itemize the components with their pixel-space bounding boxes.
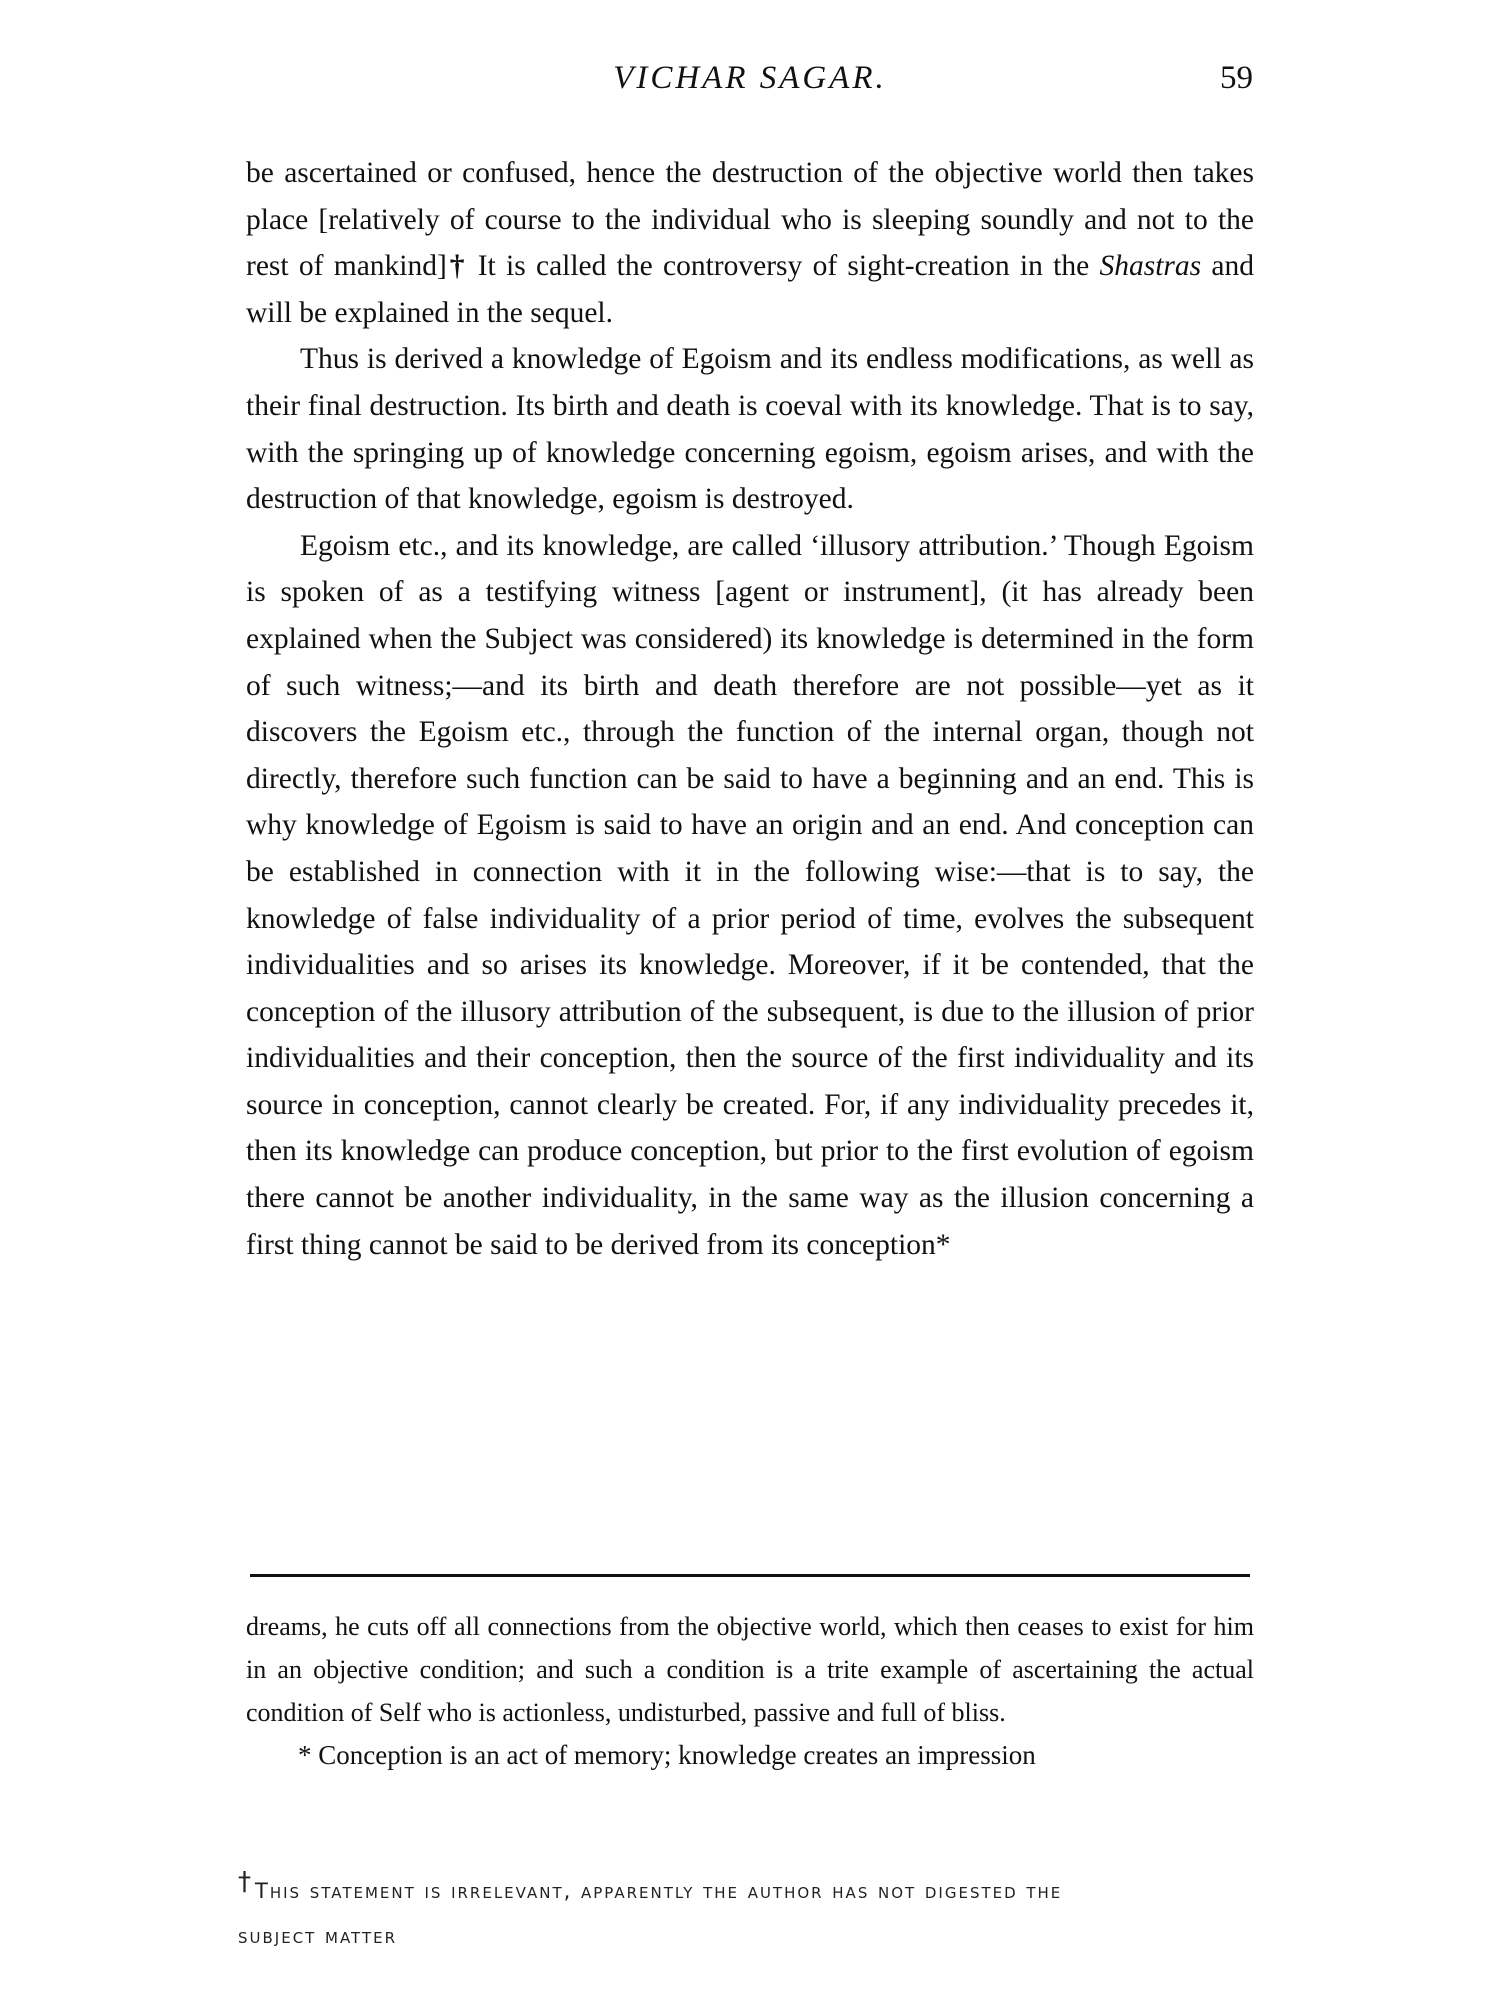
footnote-mark: † bbox=[446, 250, 468, 283]
handwritten-line-1 bbox=[238, 1860, 1258, 1914]
paragraph-2: Thus is derived a knowledge of Egoism and its endless modifications, as well as their final destruction. Its birth and death is coeval with its knowledge. That is to say, with the springing up of knowledge concerning egoism, egoism arises, and with the destruction of that knowledge, egoism is destroyed. bbox=[246, 343, 1254, 516]
handwritten-line-2: subject matter bbox=[238, 1924, 398, 1948]
footnote-1: dreams, he cuts off all connections from the objective world, which then ceases to exist for him in an objective condition; and such a condition is a trite example of ascertaining the actual condition of Self who is actionless, undisturbed, passive and full of bliss. bbox=[246, 1612, 1254, 1727]
handwritten-mark: † bbox=[238, 1867, 253, 1897]
footnote-2: * Conception is an act of memory; knowledge creates an impression bbox=[298, 1740, 1036, 1770]
paragraph-1-part-a: be ascertained or confused, hence the destruction of the objective world then takes place [relatively of course to the individual who is sleeping soundly and not to the rest of mankind] bbox=[246, 157, 1254, 283]
footnote-rule bbox=[250, 1574, 1250, 1577]
page-number: 59 bbox=[1220, 60, 1253, 96]
main-text bbox=[246, 150, 1254, 1268]
handwritten-note bbox=[238, 1860, 1258, 1959]
footnotes bbox=[246, 1605, 1254, 1777]
paragraph-3: Egoism etc., and its knowledge, are called ‘illusory attribution.’ Though Egoism is spoken of as a testifying witness [agent or instrument], (it has already been explained when the Subject was considered) its knowledge is determined in the form of such witness;—and its birth and death therefore are not possible—yet as it discovers the Egoism etc., through the function of the internal organ, though not directly, therefore such function can be said to have a beginning and an end. This is why knowledge of Egoism is said to have an origin and an end. And conception can be established in connection with it in the following wise:—that is to say, the knowledge of false individuality of a prior period of time, evolves the subsequent individualities and so arises its knowledge. Moreover, if it be contended, that the conception of the illusory attribution of the subsequent, is due to the illusion of prior individualities and their conception, then the source of the first individuality and its source in conception, cannot clearly be created. For, if any individuality precedes it, then its knowledge can produce conception, but prior to the first evolution of egoism there cannot be another individuality, in the same way as the illusion concerning a first thing cannot be said to be derived from its conception* bbox=[246, 529, 1254, 1261]
running-title: VICHAR SAGAR. bbox=[613, 60, 887, 96]
paragraph-1-part-b: It is called the controversy of sight-creation in the bbox=[467, 250, 1100, 283]
page-header bbox=[0, 60, 1500, 110]
handwritten-text-1: This statement is irrelevant, apparently the author has not digested the bbox=[255, 1879, 1063, 1903]
paragraph-1 bbox=[246, 150, 1254, 336]
paragraph-1-part-c: and will be explained in the sequel. bbox=[246, 250, 1255, 329]
italic-term: Shastras bbox=[1099, 250, 1202, 283]
